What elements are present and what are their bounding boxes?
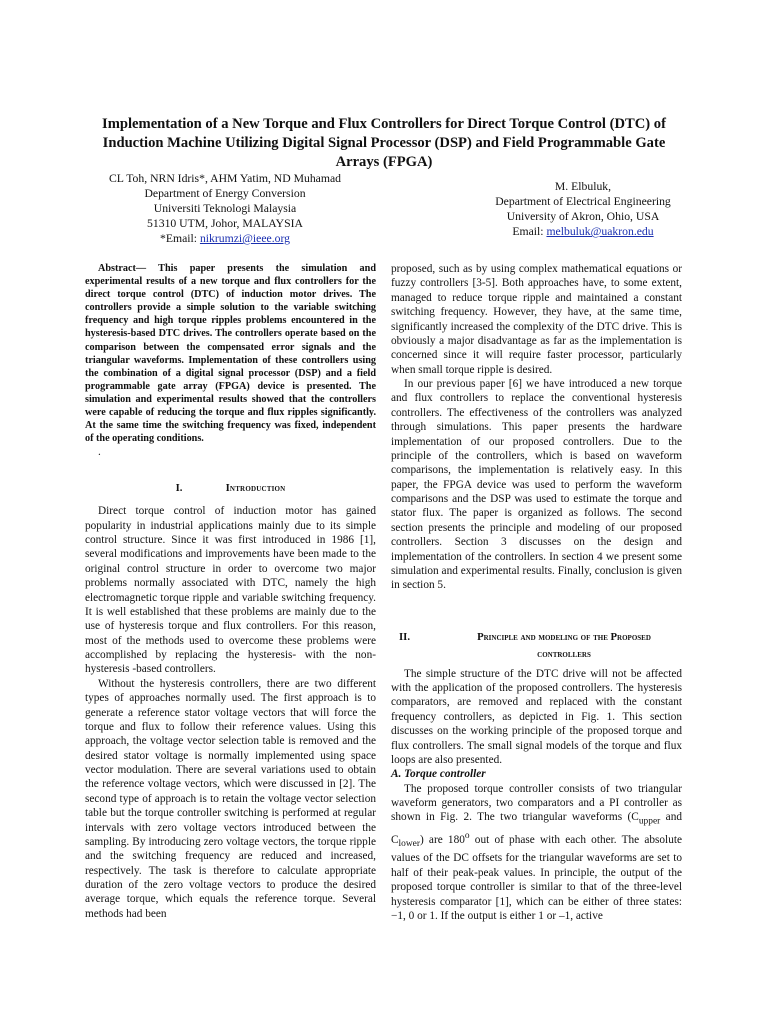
- stray-dot: .: [98, 446, 101, 459]
- section-title: [449, 629, 679, 663]
- text-run: out of phase with each other. The absolute values of the DC offsets for the triangular waveforms are set to half of their peak-peak values. In principle, the output of the proposed torque controller is similar to that of the three-level hysteresis comparator [1], which can be either of three states: −1, 0 or 1. If the output is either 1 or –1, active: [391, 833, 682, 922]
- subscript: upper: [638, 816, 661, 827]
- column-left: [85, 262, 376, 921]
- column-right: [391, 262, 682, 923]
- body-paragraph: The simple structure of the DTC drive will not be affected with the application of the proposed controllers. The hysteresis comparators, are removed and replaced with the constant frequency controllers, as depicted in Fig. 1. This section discusses on the working principle of the proposed torque and flux controllers. The small signal models of the torque and flux loops are also presented.: [391, 667, 682, 766]
- superscript: o: [464, 831, 470, 841]
- author-block-right: [418, 179, 748, 239]
- author-email-line: [418, 224, 748, 239]
- body-paragraph: proposed, such as by using complex mathematical equations or fuzzy controllers [3-5]. Both approaches have, to some extent, managed to reduce torque ripple and maintained a constant switching frequency. However, they have, at the same time, significantly increased the complexity of the DTC drive. This is obviously a major disadvantage as far as the implementation is concerned since it will require faster processor, particularly when small torque ripple is desired.: [391, 263, 682, 376]
- email-label: *Email:: [160, 232, 200, 245]
- section-title-line: controllers: [537, 647, 591, 660]
- author-department: Department of Energy Conversion: [144, 187, 306, 200]
- email-label: Email:: [512, 225, 547, 238]
- text-run: and C: [391, 811, 682, 846]
- author-university: Universiti Teknologi Malaysia: [153, 202, 297, 215]
- body-paragraph: [391, 782, 682, 924]
- section-title: Introduction: [225, 482, 286, 495]
- section-number: II.: [399, 630, 410, 643]
- section-heading-introduction: [85, 481, 376, 496]
- body-paragraph: Without the hysteresis controllers, there are two different types of approaches normally used. The first approach is to generate a reference stator voltage vectors that will force the torque and flux to follow their reference values. Using this approach, the voltage vector selection table is removed and the desired stator voltage is normally implemented using space vector modulation. There are several variations used to obtain the reference voltage vectors, which were discussed in [2]. The second type of approach is to retain the voltage vector selection table but the torque controller switching is performed at regular intervals with zero voltage vectors introduced between the sampling. By introducing zero voltage vectors, the torque ripple and the switching frequency are reduced and increased, respectively. The task is therefore to calculate appropriate duration of the zero voltage vectors to produce the desired average torque, which equals the reference torque. Several methods had been: [85, 677, 376, 920]
- section-heading-principle: [391, 629, 682, 663]
- abstract: Abstract— This paper presents the simulation and experimental results of a new torque and flux controllers for the direct torque control (DTC) of induction motor drives. The controllers provide a simple solution to the variable switching frequency and high torque ripples problems encountered in the hysteresis-based DTC drives. The controllers operate based on the comparison between the compensated error signals and the triangular waveforms. Implementation of these controllers using the combination of a digital signal processor (DSP) and a field programmable gate array (FPGA) device is presented. The simulation and experimental results showed that the controllers were capable of reducing the torque and flux ripples significantly. At the same time the switching frequency was fixed, independent of the operating conditions.: [85, 263, 376, 445]
- subscript: lower: [398, 839, 420, 850]
- author-names: M. Elbuluk,: [554, 180, 612, 193]
- email-link[interactable]: melbuluk@uakron.edu: [546, 225, 654, 238]
- email-link[interactable]: nikrumzi@ieee.org: [199, 232, 290, 245]
- section-title-line: Principle and modeling of the Proposed: [477, 630, 651, 643]
- author-block-left: [60, 171, 390, 246]
- body-paragraph: In our previous paper [6] we have introduced a new torque and flux controllers to replace the conventional hysteresis controllers. The effectiveness of the controllers was analyzed through simulations. This paper presents the hardware implementation of our proposed controllers. Due to the principle of the controllers, which is based on waveform comparisons, the implementation is relatively easy. In this paper, the FPGA device was used to perform the waveform comparisons and the DSP was used to estimate the torque and stator flux. The paper is organized as follows. The second section presents the principle and modeling of our proposed controllers. Section 3 discusses on the design and implementation of the controllers. In section 4 we present some simulation and experimental results. Finally, conclusion is given in section 5.: [391, 378, 682, 592]
- body-paragraph: Direct torque control of induction motor has gained popularity in industrial applications mainly due to its simple control structure. Since it was first introduced in 1986 [1], several modifications and improvements have been made to the original control structure in order to overcome two major problems normally associated with DTC, namely the high electromagnetic torque ripple and variable switching frequency. It is well established that these problems are mainly due to the use of hysteresis torque and flux controllers. For this reason, most of the methods used to overcome these problems were accomplished by replacing the hysteresis- with the non-hysteresis -based controllers.: [85, 505, 376, 676]
- author-department: Department of Electrical Engineering: [495, 195, 671, 208]
- author-university: University of Akron, Ohio, USA: [506, 210, 660, 223]
- text-run: ) are 180: [419, 833, 465, 846]
- paper-title: Implementation of a New Torque and Flux Controllers for Direct Torque Control (DTC) of Induction Machine Utilizing Digital Signal Processor (DSP) and Field Programmable Gate Arrays (FPGA): [102, 116, 666, 170]
- subsection-heading: A. Torque controller: [391, 768, 486, 781]
- author-email-line: [60, 231, 390, 246]
- author-address: 51310 UTM, Johor, MALAYSIA: [147, 217, 303, 230]
- author-names: CL Toh, NRN Idris*, AHM Yatim, ND Muhamad: [109, 172, 341, 185]
- section-number: I.: [175, 482, 183, 495]
- text-run: The proposed torque controller consists of two triangular waveform generators, two comparators and a PI controller as shown in Fig. 2. The two triangular waveforms (C: [391, 782, 682, 824]
